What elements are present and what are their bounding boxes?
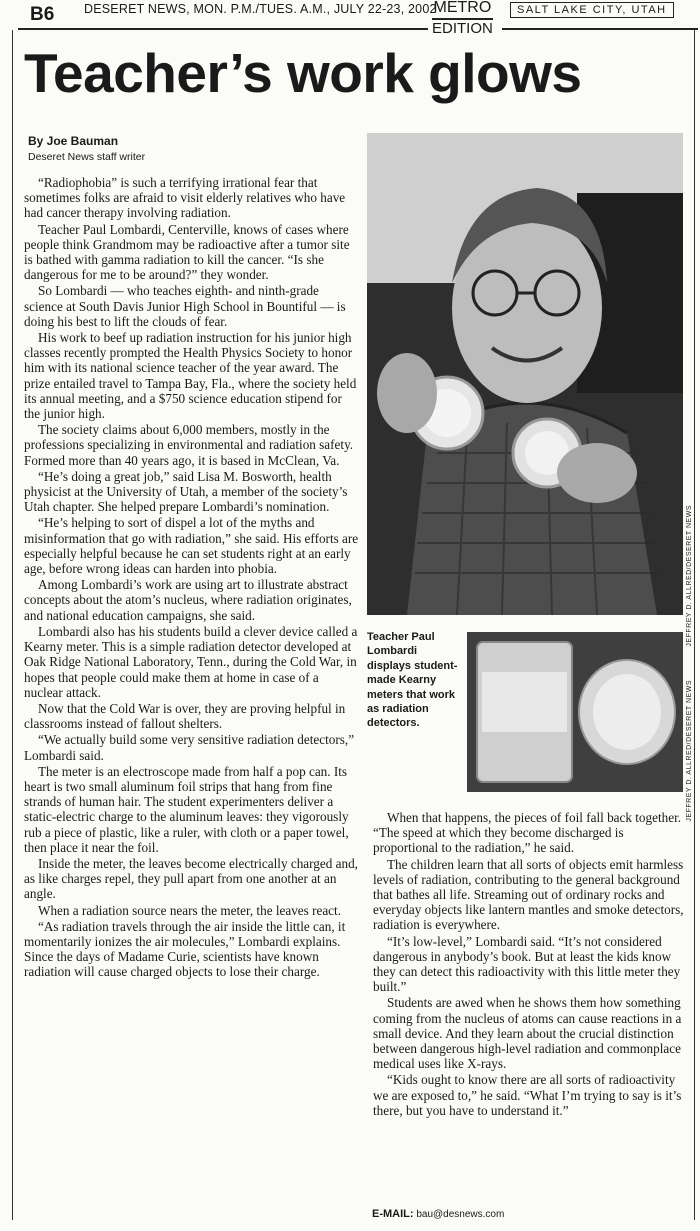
article-paragraph: “Radiophobia” is such a terrifying irrational fear that sometimes folks are afraid to visit elderly relatives who have had cancer therapy involving radiation. <box>24 175 346 221</box>
page-border-right <box>694 30 695 1220</box>
article-paragraph: Students are awed when he shows them how something coming from the nucleus of atoms can cause reactions in a small device. And they learn about the crucial distinction between dangerous high-level radiation and commonplace medical uses like X-rays. <box>373 995 682 1072</box>
article-paragraph: “As radiation travels through the air inside the little can, it momentarily ionizes the air molecules,” Lombardi explains. Since the days of Madame Curie, scientists have known radiation will cause charged objects to lose their charge. <box>24 918 346 980</box>
page-number: B6 <box>30 4 55 25</box>
article-paragraph: When a radiation source nears the meter, the leaves react. <box>38 902 341 918</box>
page-border-left <box>12 30 13 1220</box>
email-address[interactable]: bau@desnews.com <box>416 1209 505 1220</box>
article-paragraph: “It’s low-level,” Lombardi said. “It’s not considered dangerous in anybody’s book. But at least the kids know they can detect this radioactivity with this little meter they built.” <box>373 933 681 995</box>
article-paragraph: Now that the Cold War is over, they are proving helpful in classrooms instead of fallout shelters. <box>24 700 346 732</box>
article-paragraph: “Kids ought to know there are all sorts of radioactivity we are exposed to,” he said. “What I’m trying to say is it’s there, but you have to understand it.” <box>373 1072 682 1118</box>
article-column-right <box>373 810 689 1119</box>
section-label <box>432 0 493 37</box>
staff-line: Deseret News staff writer <box>28 151 146 163</box>
masthead-rule <box>18 28 428 30</box>
teacher-photo <box>367 133 683 615</box>
article-column-left <box>24 175 360 981</box>
email-label: E-MAIL: <box>372 1208 414 1220</box>
article-paragraph: So Lombardi — who teaches eighth- and ninth-grade science at South Davis Junior High School in Bountiful — is doing his best to lift the clouds of fear. <box>24 283 346 329</box>
masthead-rule-right <box>502 28 698 30</box>
article-paragraph: “He’s helping to sort of dispel a lot of the myths and misinformation that go with radiation,” she said. His efforts are especially helpful because he can set students right at an early age, before wrong ideas can harden into phobia. <box>24 515 359 577</box>
email-line <box>372 1208 504 1220</box>
article-paragraph: Teacher Paul Lombardi, Centerville, knows of cases where people think Grandmom may be radioactive after a tumor site is bathed with gamma radiation to kill the cancer. “Is she dangerous for me to be around?” they wonder. <box>24 221 350 283</box>
edition-label: EDITION <box>432 20 493 37</box>
article-paragraph: The children learn that all sorts of objects emit harmless levels of radiation, contributing to the general background that bathes all life. Streaming out of ordinary rocks and everyday objects like lantern mantles and smoke detectors, radiation is everywhere. <box>373 856 684 933</box>
article-paragraph: The meter is an electroscope made from half a pop can. Its heart is two small aluminum foil strips that hang from fine strands of human hair. The student experimenters deliver a static-electric charge to the aluminum leaves: they vigorously rub a piece of plastic, like a ruler, with cloth or a paper towel, then place it near the foil. <box>24 763 349 855</box>
byline: By Joe Bauman <box>28 134 119 148</box>
photo-credit: JEFFREY D. ALLRED/DESERET NEWS <box>686 505 693 647</box>
city-label: SALT LAKE CITY, UTAH <box>510 2 674 18</box>
photo-caption: Teacher Paul Lombardi displays student-made Kearny meters that work as radiation detectors. <box>367 631 458 730</box>
dateline: DESERET NEWS, MON. P.M./TUES. A.M., JULY 22-23, 2002 <box>84 2 437 16</box>
article-paragraph: His work to beef up radiation instruction for his junior high classes recently prompted the Health Physics Society to honor him with its national science teacher of the year award. The prize entailed travel to Tampa Bay, Fla., where the society held its annual meeting, and a $750 science education stipend for the junior high. <box>24 330 357 422</box>
article-paragraph: “We actually build some very sensitive radiation detectors,” Lombardi said. <box>24 732 355 763</box>
article-paragraph: Lombardi also has his students build a clever device called a Kearny meter. This is a simple radiation detector developed at Oak Ridge National Laboratory, Tenn., during the Cold War, in hopes that people could make them at home in case of a nuclear attack. <box>24 623 358 700</box>
article-paragraph: When that happens, the pieces of foil fall back together. “The speed at which they become discharged is proportional to the radiation,” he said. <box>373 810 682 856</box>
kearny-meter-photo <box>467 632 683 792</box>
section-name: METRO <box>433 0 492 16</box>
article-paragraph: Among Lombardi’s work are using art to illustrate abstract concepts about the atom’s nucleus, where radiation originates, and national education campaigns, she said. <box>24 577 352 623</box>
article-paragraph: Inside the meter, the leaves become electrically charged and, as like charges repel, they pull apart from one another at an angle. <box>24 855 358 902</box>
article-paragraph: “He’s doing a great job,” said Lisa M. Bosworth, health physicist at the University of Utah, a member of the society’s Utah chapter. She helped prepare Lombardi’s nomination. <box>24 468 348 515</box>
photo-credit-small: JEFFREY D. ALLRED/DESERET NEWS <box>686 680 693 822</box>
article-paragraph: The society claims about 6,000 members, mostly in the professions specializing in environmental and radiation safety. Formed more than 40 years ago, it is based in McClean, Va. <box>24 422 354 468</box>
headline: Teacher’s work glows <box>24 42 582 104</box>
